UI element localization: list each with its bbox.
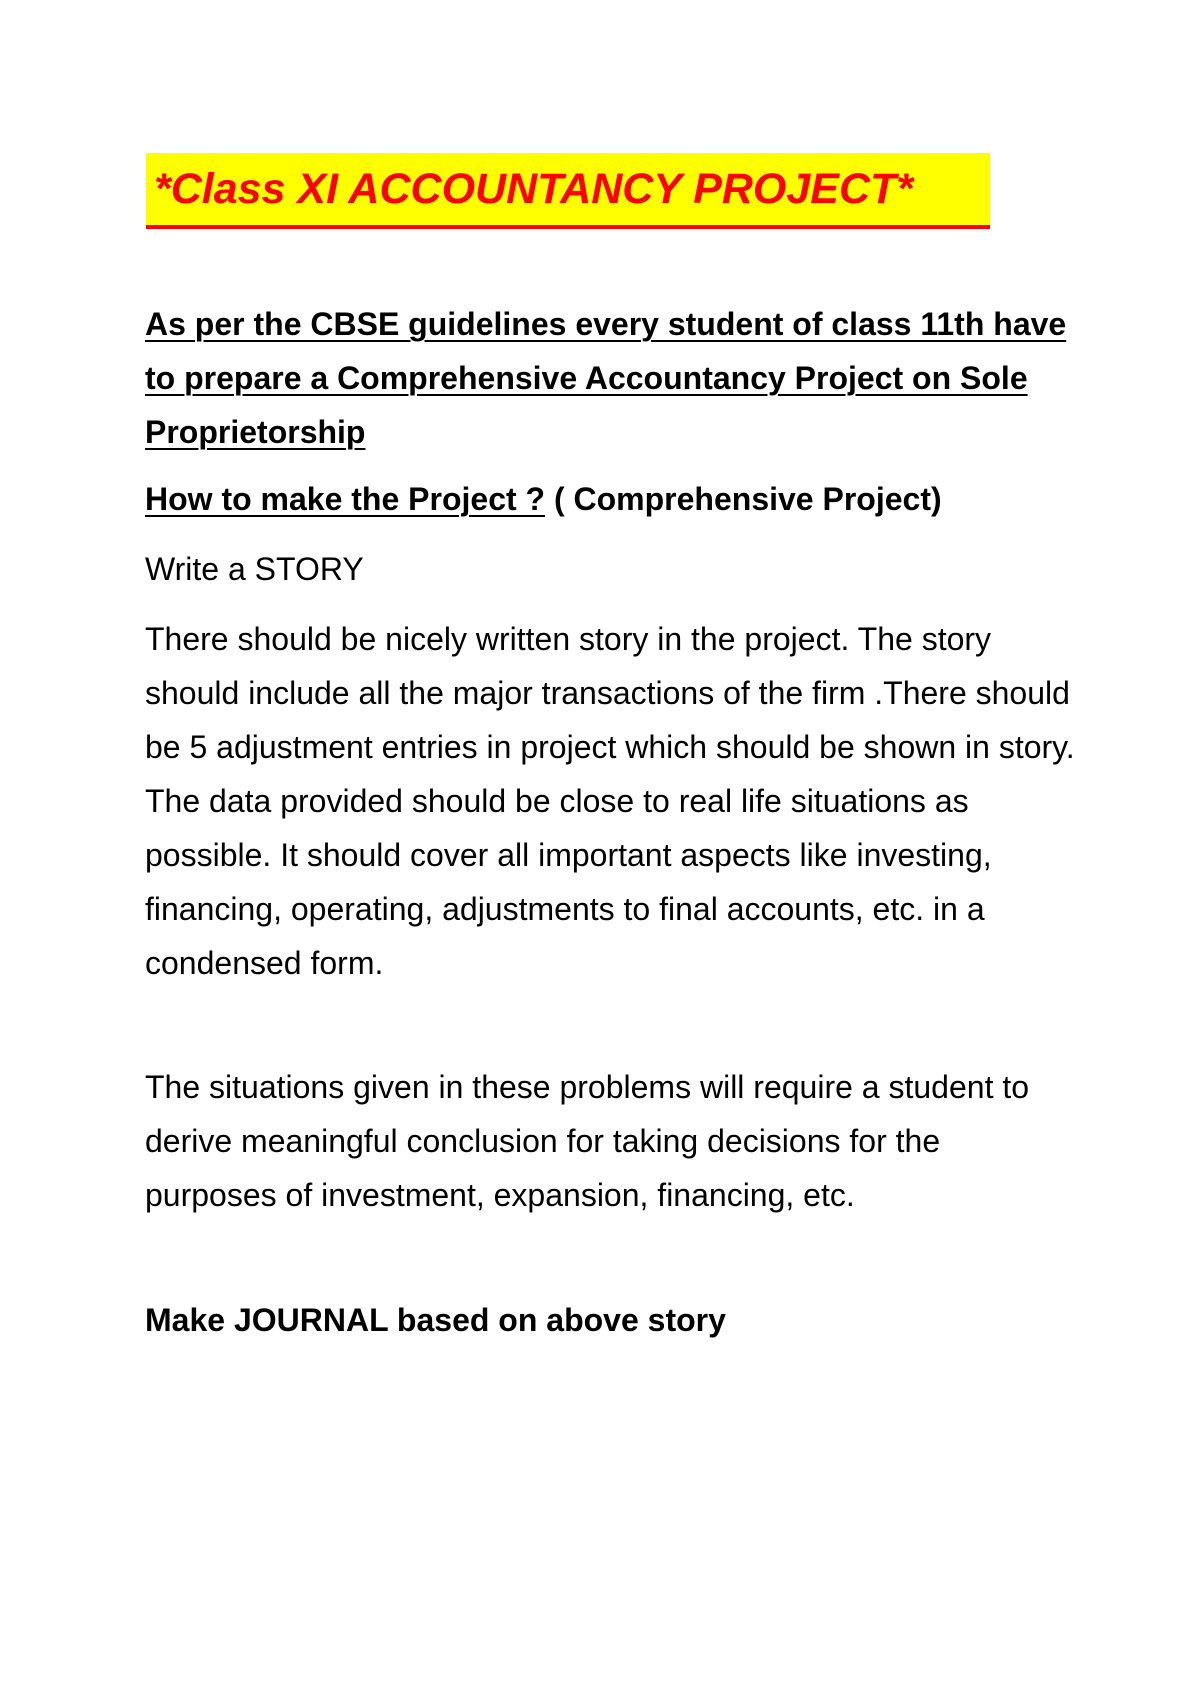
- intro-heading: As per the CBSE guidelines every student of class 11th have to prepare a Comprehensive Accountancy Project on Sole Proprietorship: [145, 306, 1067, 450]
- situations-paragraph: The situations given in these problems will require a student to derive meaningful conclusion for taking decisions for the purposes of investment, expansion, financing, etc.: [145, 1069, 1030, 1213]
- write-story-text: Write a STORY: [145, 551, 364, 587]
- howto-note: ( Comprehensive Project): [545, 481, 942, 517]
- story-paragraph: There should be nicely written story in the project. The story should include all the major transactions of the firm .There should be 5 adjustment entries in project which should be shown in story. The data provided should be close to real life situations as possible. It should cover all important aspects like investing, financing, operating, adjustments to final accounts, etc. in a condensed form.: [145, 621, 1075, 981]
- howto-question: How to make the Project ?: [145, 481, 546, 517]
- howto-heading: [145, 472, 1075, 526]
- journal-instruction: Make JOURNAL based on above story: [145, 1302, 726, 1338]
- title-highlight: [146, 153, 990, 229]
- page-title: *Class XI ACCOUNTANCY PROJECT*: [146, 153, 990, 229]
